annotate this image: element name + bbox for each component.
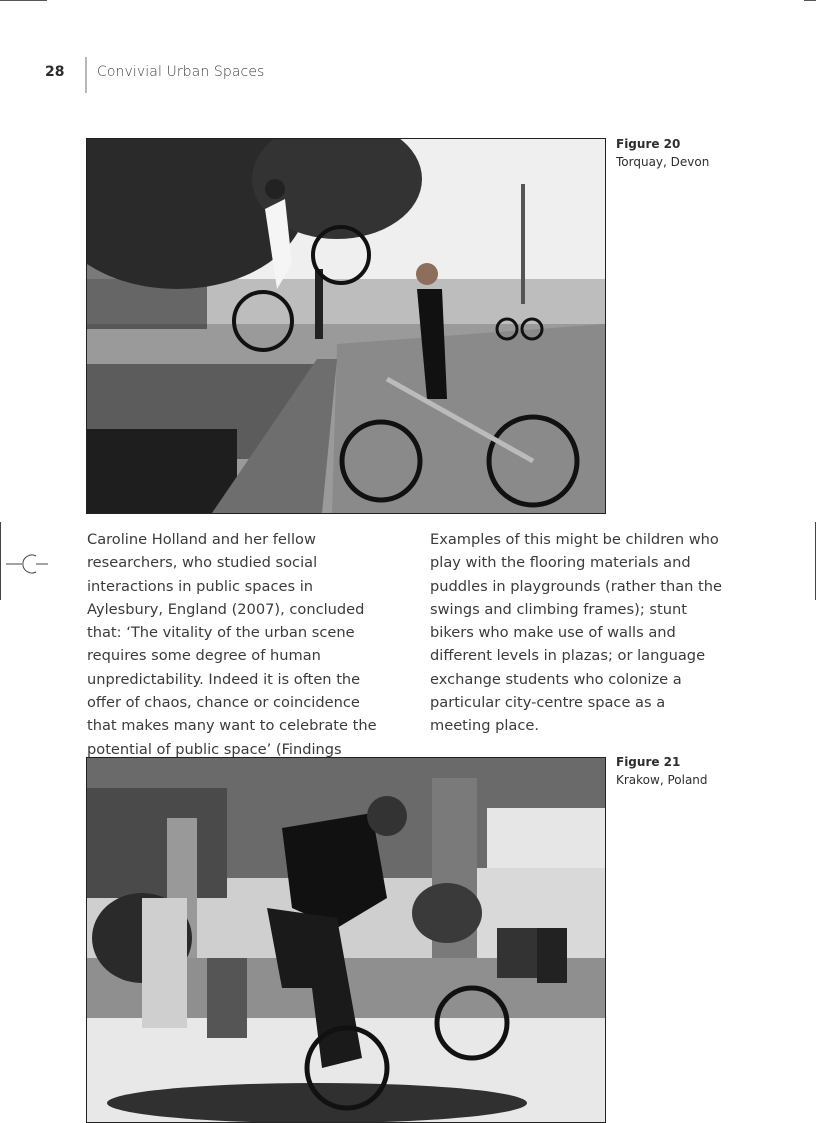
running-title: Convivial Urban Spaces <box>97 64 265 80</box>
header-divider <box>85 57 87 93</box>
figure-21-location: Krakow, Poland <box>616 773 708 787</box>
body-column-left <box>87 528 387 784</box>
figure-21-number: Figure 21 <box>616 755 681 769</box>
crop-mark-top-right <box>804 0 816 1</box>
figure-21-photo <box>86 757 606 1123</box>
figure-20-number: Figure 20 <box>616 137 681 151</box>
figure-20-caption <box>616 135 709 171</box>
figure-20-photo <box>86 138 606 514</box>
figure-21-caption <box>616 753 708 789</box>
page-number: 28 <box>45 64 65 80</box>
body-column-right <box>430 528 726 738</box>
crop-mark-top-left <box>0 0 47 1</box>
registration-mark-icon <box>6 553 48 575</box>
body-paragraph-right: Examples of this might be children who play with the flooring materials and puddles in playgrounds (rather than the swings and climbing frames); stunt bikers who make use of walls and different levels in plazas; or language exchange students who colonize a particular city-centre space as a meeting place. <box>430 531 723 735</box>
registration-line-left <box>0 522 1 600</box>
body-paragraph-left: Caroline Holland and her fellow researchers, who studied social interactions in public spaces in Aylesbury, England (2007), concluded that: ‘The vitality of the urban scene requires some degree of human unpredictability. Indeed it is often the offer of chaos, chance or coincidence that makes many want to celebrate the potential of public space’ (Findings <box>87 531 377 758</box>
figure-20-location: Torquay, Devon <box>616 155 710 169</box>
